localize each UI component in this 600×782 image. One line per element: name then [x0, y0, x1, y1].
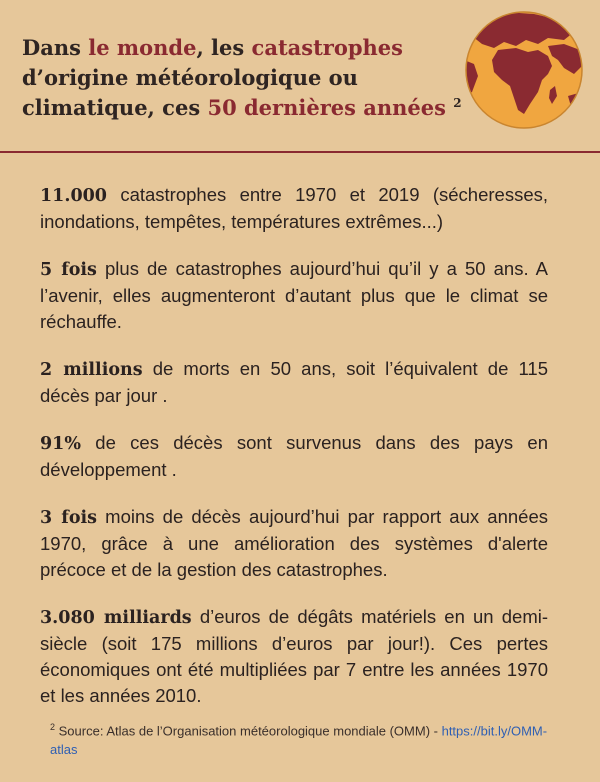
fact-item — [40, 256, 548, 335]
title-accent-catastrophes: catastrophes — [251, 35, 403, 60]
facts-list — [40, 182, 548, 730]
globe-icon — [464, 10, 584, 130]
source-link[interactable]: https://bit.ly/OMM-atlas — [50, 723, 548, 758]
fact-number: 3.080 milliards — [40, 608, 192, 628]
fact-item — [40, 604, 548, 709]
fact-number: 3 fois — [40, 508, 97, 528]
fact-number: 11.000 — [40, 186, 107, 206]
fact-text: catastrophes entre 1970 et 2019 (sécheresses, inondations, tempêtes, températures extrêmes...) — [40, 184, 548, 232]
fact-text: de ces décès sont survenus dans des pays en développement . — [40, 432, 548, 480]
footnote-mark: 2 — [50, 722, 56, 732]
fact-item — [40, 430, 548, 483]
fact-text: d’euros de dégâts matériels en un demi-siècle (soit 175 millions d’euros par jour!). Ces pertes économiques ont été multipliées par 7 entre les années 1970 et les années 2010. — [40, 606, 548, 706]
title-text: Dans — [22, 35, 89, 60]
fact-number: 91% — [40, 434, 81, 454]
footnote-text: Source: Atlas de l’Organisation météorologique mondiale (OMM) - — [55, 723, 442, 739]
fact-number: 2 millions — [40, 360, 143, 380]
header — [0, 0, 600, 150]
fact-number: 5 fois — [40, 260, 97, 280]
page-title — [22, 33, 462, 123]
header-divider — [0, 151, 600, 153]
fact-text: plus de catastrophes aujourd’hui qu’il y a 50 ans. A l’avenir, elles augmenteront d’autant plus que le climat se réchauffe. — [40, 258, 548, 332]
footnote — [50, 718, 570, 759]
title-footnote-mark: 2 — [453, 96, 462, 110]
title-accent-world: le monde — [88, 35, 197, 60]
title-accent-years: 50 dernières années — [207, 95, 446, 120]
fact-item — [40, 504, 548, 583]
fact-text: moins de décès aujourd’hui par rapport aux années 1970, grâce à une amélioration des systèmes d'alerte précoce et de la gestion des catastrophes. — [40, 506, 548, 580]
title-text: , les — [196, 35, 252, 60]
fact-item — [40, 182, 548, 235]
fact-text: de morts en 50 ans, soit l’équivalent de 115 décès par jour . — [40, 358, 548, 406]
fact-item — [40, 356, 548, 409]
title-text: d’origine météorologique ou climatique, ces — [22, 65, 358, 120]
